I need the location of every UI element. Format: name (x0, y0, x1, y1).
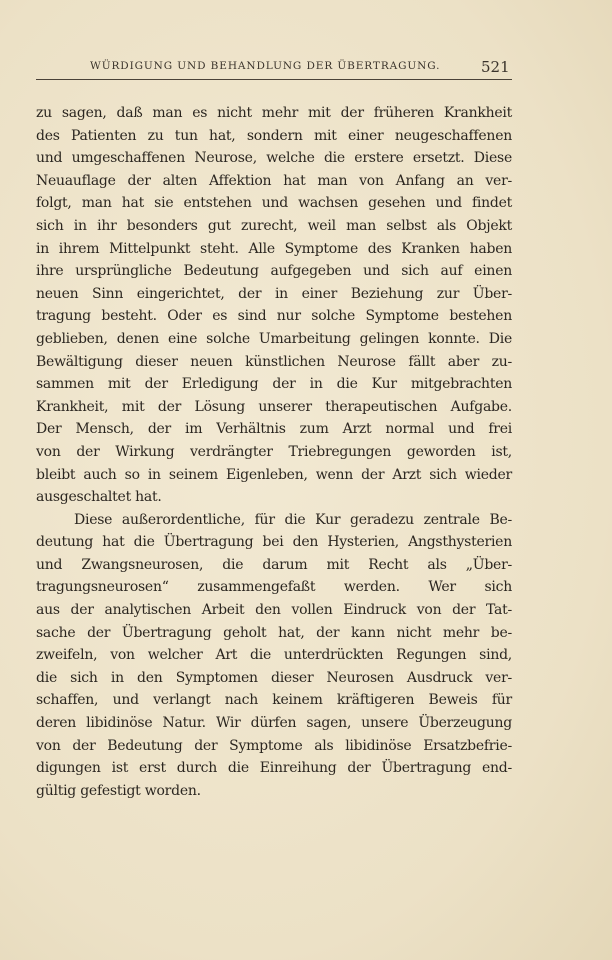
text-line: des Patienten zu tun hat, sondern mit einer neugeschaffenen (36, 127, 512, 144)
text-line: bleibt auch so in seinem Eigenleben, wenn der Arzt sich wieder (36, 466, 512, 483)
text-line: digungen ist erst durch die Einreihung der Übertragung end- (36, 760, 512, 777)
body-text (36, 102, 512, 802)
page-number: 521 (481, 58, 510, 76)
text-line: Der Mensch, der im Verhältnis zum Arzt normal und frei (36, 421, 512, 438)
text-line: deutung hat die Übertragung bei den Hysterien, Angsthysterien (36, 534, 512, 551)
text-line: schaffen, und verlangt nach keinem kräftigeren Beweis für (36, 692, 512, 709)
text-line: folgt, man hat sie entstehen und wachsen gesehen und findet (36, 195, 512, 212)
text-line: von der Wirkung verdrängter Triebregungen geworden ist, (36, 443, 512, 460)
text-line: Krankheit, mit der Lösung unserer therapeutischen Aufgabe. (36, 398, 512, 415)
header-rule (36, 79, 512, 80)
text-line: gültig gefestigt worden. (36, 782, 201, 799)
text-line: geblieben, denen eine solche Umarbeitung gelingen konnte. Die (36, 330, 512, 347)
text-line: sammen mit der Erledigung der in die Kur mitgebrachten (36, 376, 512, 393)
text-line: die sich in den Symptomen dieser Neurosen Ausdruck ver- (36, 669, 512, 686)
paragraph-start-line: Diese außerordentliche, für die Kur geradezu zentrale Be- (74, 511, 512, 528)
text-line: und Zwangsneurosen, die darum mit Recht als „Über- (36, 556, 512, 573)
text-line: Bewältigung dieser neuen künstlichen Neurose fällt aber zu- (36, 353, 512, 370)
text-line: und umgeschaffenen Neurose, welche die erstere ersetzt. Diese (36, 150, 512, 167)
text-line: deren libidinöse Natur. Wir dürfen sagen, unsere Überzeugung (36, 715, 512, 732)
text-line: sich in ihr besonders gut zurecht, weil man selbst als Objekt (36, 217, 512, 234)
text-line: ausgeschaltet hat. (36, 489, 162, 506)
text-line: zu sagen, daß man es nicht mehr mit der früheren Krankheit (36, 105, 512, 121)
text-line: tragungsneurosen“ zusammengefaßt werden. Wer sich (36, 579, 512, 596)
text-line: ihre ursprüngliche Bedeutung aufgegeben und sich auf einen (36, 263, 512, 280)
running-head: WÜRDIGUNG UND BEHANDLUNG DER ÜBERTRAGUNG. (90, 60, 441, 72)
text-line: zweifeln, von welcher Art die unterdrückten Regungen sind, (36, 647, 512, 664)
text-line: in ihrem Mittelpunkt steht. Alle Symptome des Kranken haben (36, 240, 512, 257)
text-line: aus der analytischen Arbeit den vollen Eindruck von der Tat- (36, 602, 512, 619)
text-line: tragung besteht. Oder es sind nur solche Symptome bestehen (36, 308, 512, 325)
text-line: von der Bedeutung der Symptome als libidinöse Ersatzbefrie- (36, 737, 512, 754)
text-line: neuen Sinn eingerichtet, der in einer Beziehung zur Über- (36, 285, 512, 302)
text-line: sache der Übertragung geholt hat, der kann nicht mehr be- (36, 624, 512, 641)
text-line: Neuauflage der alten Affektion hat man von Anfang an ver- (36, 172, 512, 189)
